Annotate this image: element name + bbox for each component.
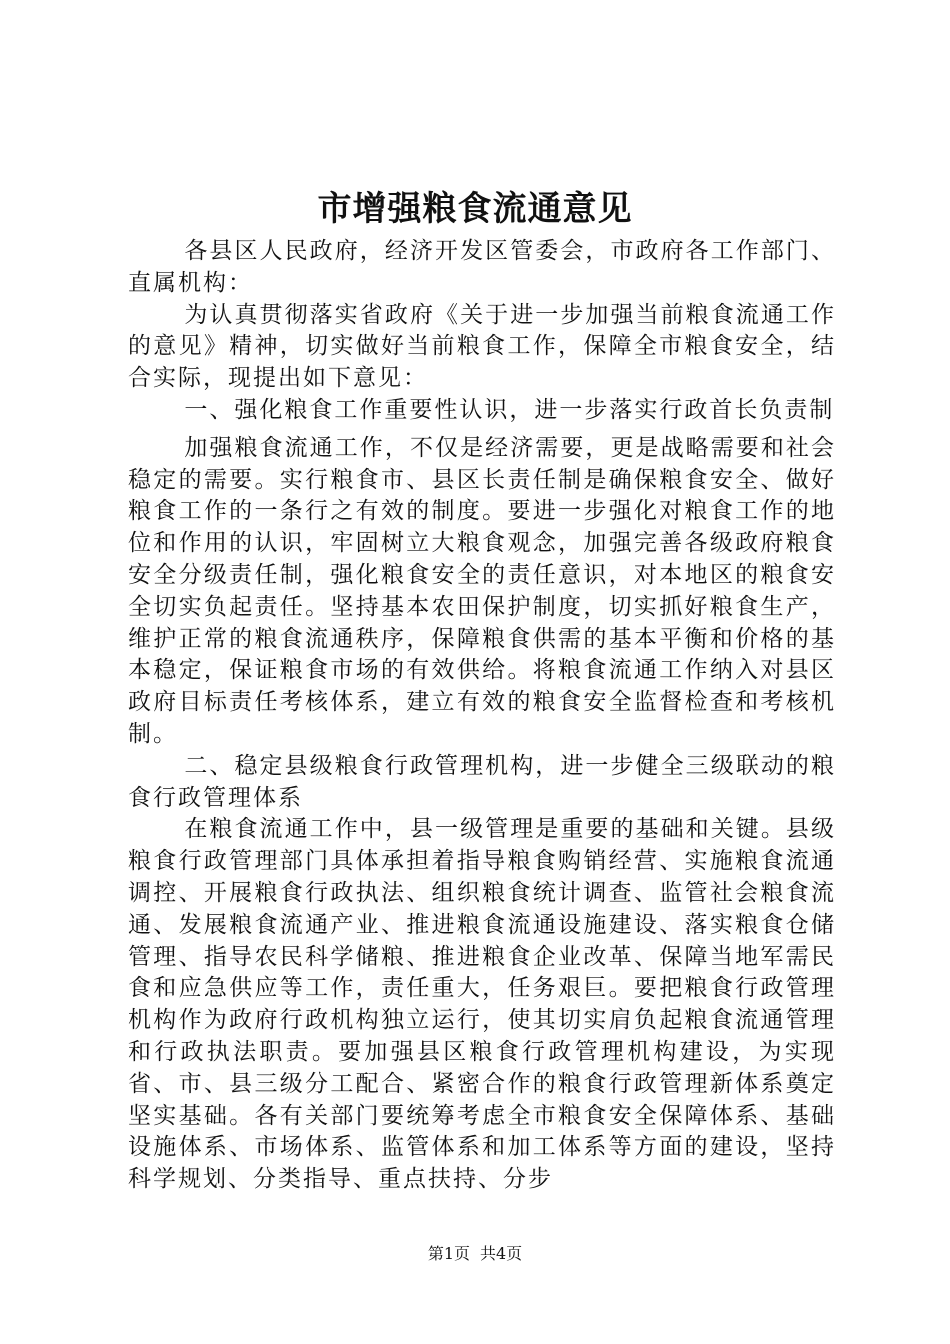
document-body [128,236,836,1196]
page-total: 共4页 [480,1244,523,1263]
page-number: 第1页 [427,1244,470,1263]
section-heading-1: 一、强化粮食工作重要性认识，进一步落实行政首长负责制 [184,396,835,423]
section-heading-2: 二、稳定县级粮食行政管理机构，进一步健全三级联动的粮食行政管理体系 [128,752,836,811]
section-paragraph-2: 在粮食流通工作中，县一级管理是重要的基础和关键。县级粮食行政管理部门具体承担着指导粮食购销经营、实施粮食流通调控、开展粮食行政执法、组织粮食统计调查、监管社会粮食流通、发展粮食流通产业、推进粮食流通设施建设、落实粮食仓储管理、指导农民科学储粮、推进粮食企业改革、保障当地军需民食和应急供应等工作，责任重大，任务艰巨。要把粮食行政管理机构作为政府行政机构独立运行，使其切实肩负起粮食流通管理和行政执法职责。要加强县区粮食行政管理机构建设，为实现省、市、县三级分工配合、紧密合作的粮食行政管理新体系奠定坚实基础。各有关部门要统筹考虑全市粮食安全保障体系、基础设施体系、市场体系、监管体系和加工体系等方面的建设，坚持科学规划、分类指导、重点扶持、分步 [128,816,836,1193]
section-paragraph-1: 加强粮食流通工作，不仅是经济需要，更是战略需要和社会稳定的需要。实行粮食市、县区长责任制是确保粮食安全、做好粮食工作的一条行之有效的制度。要进一步强化对粮食工作的地位和作用的认识，牢固树立大粮食观念，加强完善各级政府粮食安全分级责任制，强化粮食安全的责任意识，对本地区的粮食安全切实负起责任。坚持基本农田保护制度，切实抓好粮食生产，维护正常的粮食流通秩序，保障粮食供需的基本平衡和价格的基本稳定，保证粮食市场的有效供给。将粮食流通工作纳入对县区政府目标责任考核体系，建立有效的粮食安全监督检查和考核机制。 [128,434,836,747]
document-title: 市增强粮食流通意见 [317,189,633,229]
page-footer [0,1243,950,1265]
salutation-paragraph: 各县区人民政府，经济开发区管委会，市政府各工作部门、直属机构： [128,238,836,296]
intro-paragraph: 为认真贯彻落实省政府《关于进一步加强当前粮食流通工作的意见》精神，切实做好当前粮食工作，保障全市粮食安全，结合实际，现提出如下意见： [128,301,836,392]
